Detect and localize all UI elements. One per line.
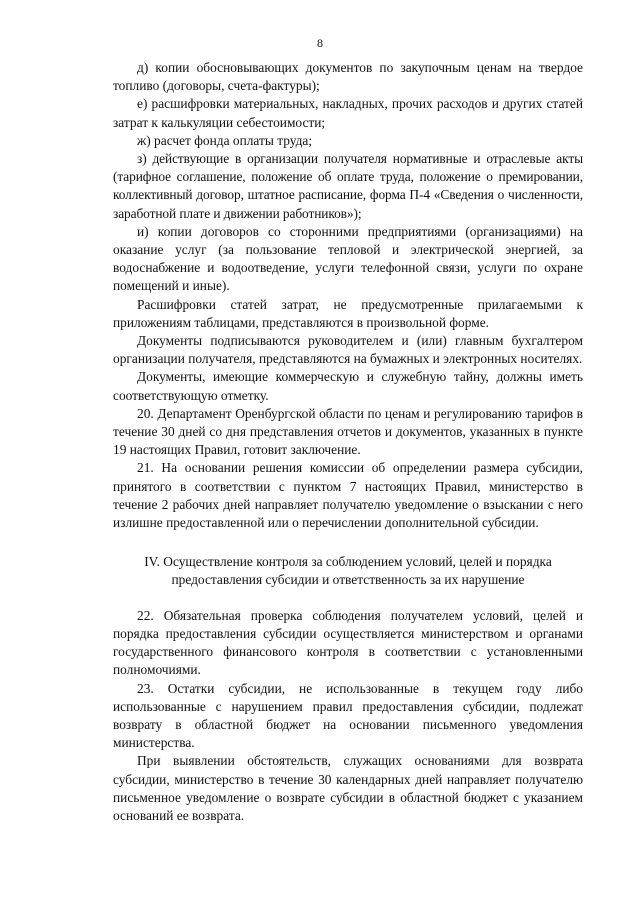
paragraph-e: е) расшифровки материальных, накладных, прочих расходов и других статей затрат к калькуляции себестоимости; [113,96,583,130]
paragraph-23: 23. Остатки субсидии, не использованные в текущем году либо использованные с нарушением правил предоставления субсидии, подлежат возврату в областной бюджет на основании письменного уведомления министерства. [113,680,583,751]
section-heading-line-2: предоставления субсидии и ответственность за их нарушение [171,572,525,588]
paragraph-i: и) копии договоров со сторонними предприятиями (организациями) на оказание услуг (за пользование тепловой и электрической энергией, за водоснабжение и водоотведение, услуги телефонной связи, услуги по охране помещений и иные). [113,223,583,294]
page-number: 8 [317,36,323,50]
section-heading-line-1: IV. Осуществление контроля за соблюдением условий, целей и порядка [144,554,552,570]
paragraph-refund-circumstances: При выявлении обстоятельств, служащих основаниями для возврата субсидии, министерство в течение 30 календарных дней направляет получателю письменное уведомление о возврате субсидии в областной бюджет с указанием оснований ее возврата. [113,753,583,823]
paragraph-documents-signing: Документы подписываются руководителем и (или) главным бухгалтером организации получателя, представляются на бумажных и электронных носителях. [113,333,583,367]
document-body [113,59,583,825]
paragraph-22: 22. Обязательная проверка соблюдения получателем условий, целей и порядка предоставления субсидии осуществляется министерством и органами государственного финансового контроля в соответствии с установленными полномочиями. [113,607,583,678]
section-heading [113,553,583,589]
paragraph-cost-breakdowns: Расшифровки статей затрат, не предусмотренные прилагаемыми к приложениям таблицами, представляются в произвольной форме. [113,296,583,330]
paragraph-documents-secret: Документы, имеющие коммерческую и служебную тайну, должны иметь соответствующую отметку. [113,369,583,403]
paragraph-zh: ж) расчет фонда оплаты труда; [137,132,313,148]
paragraph-z: з) действующие в организации получателя нормативные и отраслевые акты (тарифное соглашение, положение об оплате труда, положение о премировании, коллективный договор, штатное расписание, форма П-4 «Сведения о численности, заработной плате и движении работников»); [113,151,583,221]
paragraph-21: 21. На основании решения комиссии об определении размера субсидии, принятого в соответствии с пунктом 7 настоящих Правил, министерство в течение 2 рабочих дней направляет получателю уведомление о взыскании с него излишне предоставленной или о перечислении дополнительной субсидии. [113,460,583,531]
paragraph-d: д) копии обосновывающих документов по закупочным ценам на твердое топливо (договоры, счета-фактуры); [113,60,583,94]
paragraph-20: 20. Департамент Оренбургской области по ценам и регулированию тарифов в течение 30 дней со дня представления отчетов и документов, указанных в пункте 19 настоящих Правил, готовит заключение. [113,405,583,458]
